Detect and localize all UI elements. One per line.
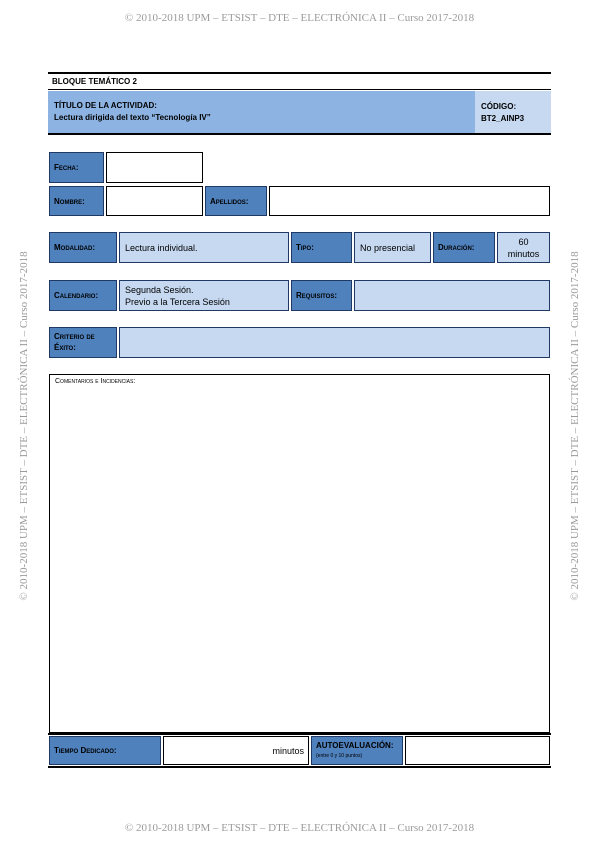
apellidos-label: Apellidos: bbox=[205, 186, 267, 216]
fecha-label: Fecha: bbox=[49, 152, 104, 183]
modalidad-field[interactable]: Lectura individual. bbox=[119, 232, 289, 263]
titulo-cell bbox=[48, 91, 475, 133]
autoeval-hint: (entre 0 y 10 puntos) bbox=[316, 752, 363, 759]
codigo-value: BT2_AINP3 bbox=[481, 114, 525, 123]
duracion-value: 60 bbox=[518, 236, 529, 247]
requisitos-label: Requisitos: bbox=[291, 280, 352, 311]
bloque-tematico: BLOQUE TEMÁTICO 2 bbox=[52, 77, 137, 86]
watermark-left: © 2010-2018 UPM – ETSIST – DTE – ELECTRÓNICA II – Curso 2017-2018 bbox=[18, 251, 30, 601]
criterio-label bbox=[49, 327, 117, 358]
calendario-field[interactable] bbox=[119, 280, 289, 311]
codigo-label: CÓDIGO: bbox=[481, 102, 517, 111]
top-rule bbox=[48, 72, 551, 74]
watermark-bottom: © 2010-2018 UPM – ETSIST – DTE – ELECTRÓNICA II – Curso 2017-2018 bbox=[124, 822, 475, 834]
calendario-label: Calendario: bbox=[49, 280, 117, 311]
apellidos-field[interactable] bbox=[269, 186, 550, 216]
calendario-line-2: Previo a la Tercera Sesión bbox=[125, 296, 230, 307]
autoeval-field[interactable] bbox=[405, 736, 550, 765]
criterio-field[interactable] bbox=[119, 327, 550, 358]
bottom-rule bbox=[48, 766, 551, 768]
autoeval-label: AUTOEVALUACIÓN: bbox=[316, 740, 394, 750]
nombre-label: Nombre: bbox=[49, 186, 104, 216]
comentarios-area[interactable] bbox=[49, 374, 550, 733]
criterio-label-line-1: Criterio de bbox=[54, 332, 95, 341]
titulo-label: TÍTULO DE LA ACTIVIDAD: bbox=[54, 101, 157, 110]
header-bottom-rule bbox=[48, 133, 551, 135]
calendario-line-1: Segunda Sesión. bbox=[125, 284, 194, 295]
duracion-field[interactable] bbox=[497, 232, 550, 263]
comentarios-label: Comentarios e Incidencias: bbox=[55, 378, 136, 385]
titulo-value: Lectura dirigida del texto “Tecnología IV” bbox=[54, 113, 211, 122]
duracion-label: Duración: bbox=[433, 232, 495, 263]
criterio-label-line-2: Éxito: bbox=[54, 343, 76, 352]
duracion-unit: minutos bbox=[507, 248, 540, 259]
watermark-top: © 2010-2018 UPM – ETSIST – DTE – ELECTRÓNICA II – Curso 2017-2018 bbox=[124, 12, 475, 24]
codigo-cell bbox=[475, 91, 551, 133]
tiempo-unit: minutos bbox=[272, 745, 304, 756]
requisitos-field[interactable] bbox=[354, 280, 550, 311]
tipo-label: Tipo: bbox=[291, 232, 352, 263]
nombre-field[interactable] bbox=[106, 186, 203, 216]
autoeval-label-cell bbox=[311, 736, 403, 765]
fecha-field[interactable] bbox=[106, 152, 203, 183]
tiempo-field[interactable] bbox=[163, 736, 309, 765]
header-rule bbox=[48, 89, 551, 90]
tiempo-label: Tiempo Dedicado: bbox=[49, 736, 161, 765]
modalidad-label: Modalidad: bbox=[49, 232, 117, 263]
bottom-top-rule bbox=[48, 733, 551, 735]
tipo-field[interactable]: No presencial bbox=[354, 232, 431, 263]
watermark-right: © 2010-2018 UPM – ETSIST – DTE – ELECTRÓNICA II – Curso 2017-2018 bbox=[569, 251, 581, 601]
